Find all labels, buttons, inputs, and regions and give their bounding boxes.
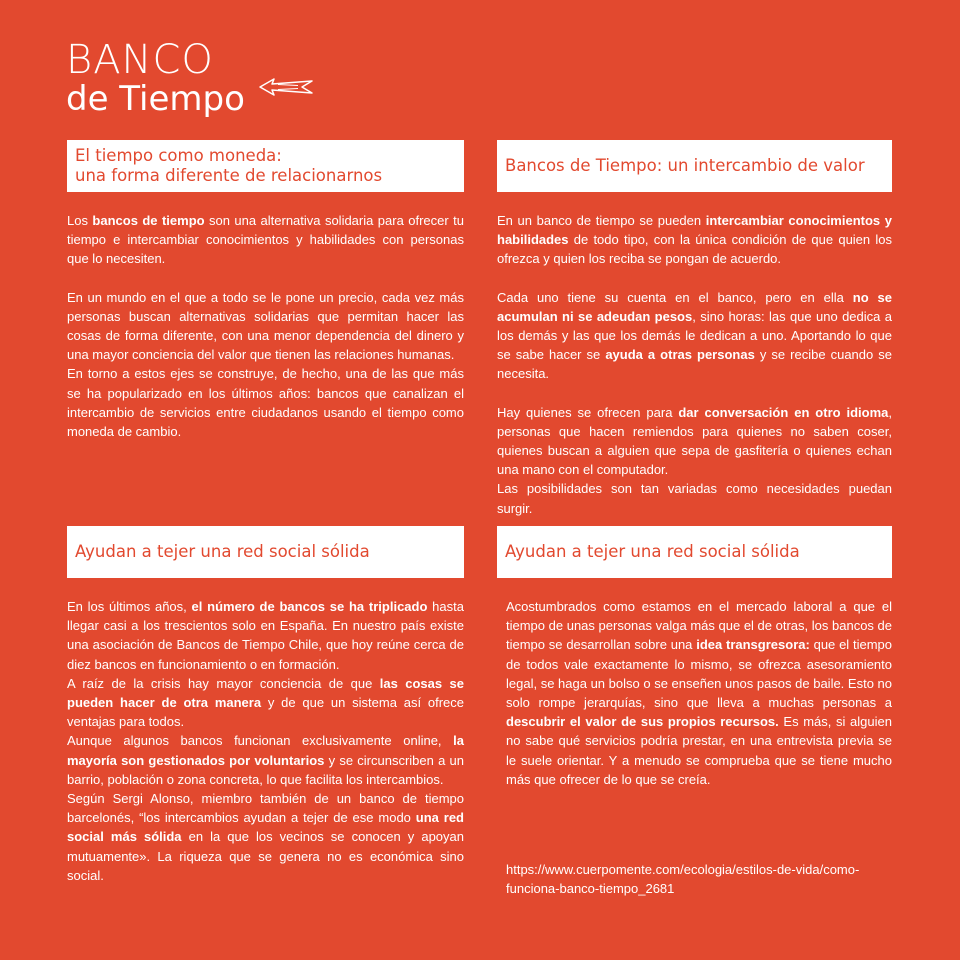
paragraph [67, 364, 464, 441]
text-run: , personas que hacen remiendos para quienes no saben coser, quienes buscan a alguien que sepa de gasfitería o quienes echan una mano con el computador. [497, 404, 893, 478]
paragraph [67, 674, 464, 732]
text-run: A raíz de la crisis hay mayor conciencia de que [67, 675, 380, 691]
section1-heading-line2: una forma diferente de relacionarnos [75, 166, 383, 185]
section3-heading-text: Ayudan a tejer una red social sólida [75, 542, 370, 561]
paragraph [497, 211, 892, 269]
text-run: Aunque algunos bancos funcionan exclusivamente online, [67, 733, 454, 749]
text-run: Según Sergi Alonso, miembro también de un banco de tiempo barcelonés, “los intercambios ayudan a tejer de ese modo [67, 791, 464, 826]
bold-text: ayuda a otras personas [605, 347, 755, 363]
bold-text: dar conversación en otro idioma [678, 404, 889, 420]
source-link[interactable]: https://www.cuerpomente.com/ecologia/estilos-de-vida/como-funciona-banco-tiempo_2681 [506, 862, 860, 896]
text-run: Es más, si alguien no sabe qué servicios podría prestar, en una entrevista previa se le suele orientar. Y a menudo se comprueba que se tiene mucho más que ofrecer de lo que se creía. [506, 714, 892, 787]
section3-heading [67, 526, 464, 578]
logo-subtitle: de Tiempo [66, 79, 245, 119]
section1-heading-line1: El tiempo como moneda: [75, 146, 282, 165]
text-run: , sino horas: las que uno dedica a los demás y las que los demás le dedican a uno. Aportando lo que se sabe hacer se [497, 308, 892, 363]
paragraph [497, 288, 892, 384]
text-run: de todo tipo, con la única condición de que quien los ofrezca y quien los reciba se pongan de acuerdo. [497, 232, 892, 267]
text-run: En los últimos años, [67, 599, 192, 614]
text-run: Hay quienes se ofrecen para [497, 404, 679, 420]
text-run: En torno a estos ejes se construye, de hecho, una de las que más se ha popularizado en los últimos años: bancos que canalizan el intercambio de servicios entre ciudadanos usando el tiempo como moneda de cambio. [67, 366, 464, 440]
text-run: Cada uno tiene su cuenta en el banco, pero en ella [497, 289, 853, 305]
paragraph [67, 789, 464, 885]
text-run: y se recibe cuando se necesita. [497, 347, 892, 382]
logo-title: BANCO [66, 37, 214, 83]
text-run: y de que un sistema así ofrece ventajas para todos. [67, 695, 465, 730]
bold-text: el número de bancos se ha triplicado [191, 599, 428, 614]
paragraph [497, 403, 892, 480]
paragraph [497, 479, 892, 517]
bold-text: idea transgresora: [696, 637, 810, 653]
arrow-left-icon [258, 76, 316, 98]
bold-text: una red social más sólida [67, 810, 464, 845]
text-run: hasta llegar casi a los trescientos solo en España. En nuestro país existe una asociación de Bancos de Tiempo Chile, que hoy reúne cerca de diez bancos en funcionamiento o en formación. [67, 599, 464, 672]
section4-heading-text: Ayudan a tejer una red social sólida [505, 542, 800, 561]
text-run: En un banco de tiempo se pueden [497, 213, 706, 228]
bold-text: no se acumulan ni se adeudan pesos [497, 289, 892, 324]
section2-body [497, 211, 892, 518]
bold-text: las cosas se pueden hacer de otra manera [67, 675, 464, 711]
section1-heading [67, 140, 464, 192]
logo [66, 37, 245, 119]
section4-heading [497, 526, 892, 578]
paragraph [67, 731, 464, 789]
text-run: y se circunscriben a un barrio, población o zona concreta, lo que facilita los intercambios. [67, 752, 464, 787]
bold-text: la mayoría son gestionados por voluntarios [67, 733, 464, 768]
paragraph [67, 288, 464, 365]
section4-body [506, 597, 892, 789]
paragraph [506, 597, 892, 789]
text-run: Las posibilidades son tan variadas como necesidades puedan surgir. [497, 481, 892, 516]
section2-heading-text: Bancos de Tiempo: un intercambio de valor [505, 156, 865, 175]
section1-body [67, 211, 464, 441]
section2-heading [497, 140, 892, 192]
text-run: En un mundo en el que a todo se le pone un precio, cada vez más personas buscan alternativas solidarias que permitan hacer las cosas de forma diferente, con una menor dependencia del dinero y una mayor conciencia del valor que tienen las relaciones humanas. [67, 289, 464, 363]
bold-text: intercambiar conocimientos y habilidades [497, 213, 892, 248]
paragraph [67, 211, 464, 269]
text-run: que el tiempo de todos vale exactamente lo mismo, se ofrezca asesoramiento legal, se haga un bolso o se enseñen unos pasos de baile. Esto no solo rompe jerarquías, sino que lleva a muchas personas a [506, 637, 892, 711]
text-run: Los [67, 213, 93, 228]
text-run: en la que los vecinos se conocen y apoyan mutuamente». La riqueza que se genera no es económica sino social. [67, 829, 464, 883]
bold-text: bancos de tiempo [92, 213, 205, 228]
bold-text: descubrir el valor de sus propios recursos. [506, 714, 779, 730]
paragraph [67, 597, 464, 674]
text-run: son una alternativa solidaria para ofrecer tu tiempo e intercambiar conocimientos y habilidades con personas que lo necesiten. [67, 213, 464, 267]
section3-body [67, 597, 464, 885]
text-run: Acostumbrados como estamos en el mercado laboral a que el tiempo de unas personas valga más que el de otras, los bancos de tiempo se desarrollan sobre una [506, 599, 892, 653]
